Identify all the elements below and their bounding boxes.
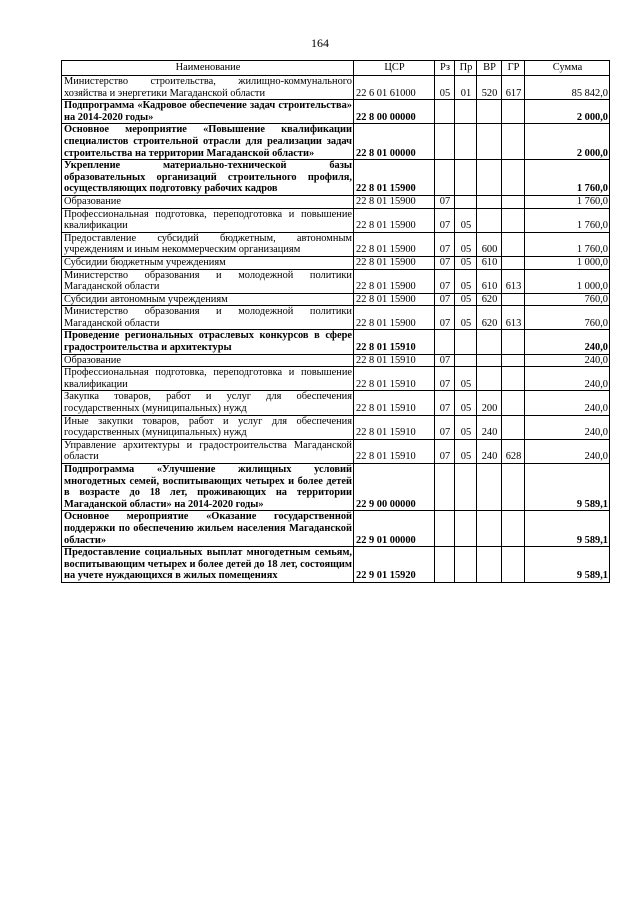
- row-rz: 07: [435, 354, 455, 367]
- table-row: [62, 124, 610, 160]
- row-vr: 200: [477, 391, 502, 415]
- row-pr: 05: [455, 367, 477, 391]
- row-name: Иные закупки товаров, работ и услуг для обеспечения государственных (муниципальных) нужд: [62, 415, 354, 439]
- row-gr: [502, 330, 525, 354]
- row-pr: [455, 124, 477, 160]
- row-csr: 22 8 01 15900: [354, 269, 435, 293]
- row-name: Образование: [62, 354, 354, 367]
- row-sum: 1 000,0: [525, 256, 610, 269]
- row-vr: [477, 330, 502, 354]
- row-vr: 240: [477, 415, 502, 439]
- row-sum: 1 000,0: [525, 269, 610, 293]
- row-rz: 07: [435, 208, 455, 232]
- budget-table: [61, 60, 610, 583]
- row-rz: [435, 330, 455, 354]
- row-csr: 22 8 01 15910: [354, 439, 435, 463]
- header-csr: ЦСР: [354, 61, 435, 76]
- row-rz: 07: [435, 391, 455, 415]
- row-sum: 240,0: [525, 391, 610, 415]
- row-gr: [502, 415, 525, 439]
- table-row: [62, 306, 610, 330]
- row-csr: 22 8 01 15900: [354, 293, 435, 306]
- row-name: Предоставление субсидий бюджетным, автономным учреждениям и иным некоммерческим организациям: [62, 232, 354, 256]
- row-csr: 22 9 01 00000: [354, 511, 435, 547]
- row-vr: [477, 511, 502, 547]
- header-vr: ВР: [477, 61, 502, 76]
- row-sum: 9 589,1: [525, 547, 610, 583]
- row-pr: [455, 511, 477, 547]
- table-row: [62, 76, 610, 100]
- row-name: Предоставление социальных выплат многодетным семьям, воспитывающим четырех и более детей до 18 лет, состоящим на учете нуждающихся в жилых помещениях: [62, 547, 354, 583]
- row-vr: [477, 464, 502, 511]
- row-vr: 620: [477, 306, 502, 330]
- row-gr: [502, 367, 525, 391]
- row-gr: [502, 100, 525, 124]
- row-sum: 9 589,1: [525, 464, 610, 511]
- row-rz: [435, 100, 455, 124]
- table-row: [62, 415, 610, 439]
- row-sum: 240,0: [525, 367, 610, 391]
- row-name: Укрепление материально-технической базы образовательных организаций строительного профиля, осуществляющих подготовку рабочих кадров: [62, 160, 354, 196]
- row-name: Закупка товаров, работ и услуг для обеспечения государственных (муниципальных) нужд: [62, 391, 354, 415]
- row-gr: [502, 547, 525, 583]
- row-gr: [502, 293, 525, 306]
- row-csr: 22 8 01 15910: [354, 391, 435, 415]
- page-number: 164: [311, 36, 329, 50]
- row-rz: 07: [435, 269, 455, 293]
- row-csr: 22 8 01 00000: [354, 124, 435, 160]
- row-pr: [455, 354, 477, 367]
- row-name: Управление архитектуры и градостроительства Магаданской области: [62, 439, 354, 463]
- row-vr: [477, 195, 502, 208]
- row-csr: 22 8 00 00000: [354, 100, 435, 124]
- row-pr: [455, 464, 477, 511]
- row-csr: 22 9 01 15920: [354, 547, 435, 583]
- table-row: [62, 439, 610, 463]
- row-gr: [502, 208, 525, 232]
- row-pr: [455, 547, 477, 583]
- table-row: [62, 511, 610, 547]
- row-vr: [477, 100, 502, 124]
- row-gr: [502, 256, 525, 269]
- header-rz: Рз: [435, 61, 455, 76]
- row-sum: 9 589,1: [525, 511, 610, 547]
- table-row: [62, 547, 610, 583]
- row-name: Субсидии бюджетным учреждениям: [62, 256, 354, 269]
- row-gr: [502, 391, 525, 415]
- header-sum: Сумма: [525, 61, 610, 76]
- row-csr: 22 8 01 15900: [354, 256, 435, 269]
- row-pr: [455, 195, 477, 208]
- row-sum: 1 760,0: [525, 232, 610, 256]
- row-csr: 22 8 01 15900: [354, 306, 435, 330]
- row-sum: 760,0: [525, 293, 610, 306]
- row-pr: 05: [455, 208, 477, 232]
- row-rz: 07: [435, 293, 455, 306]
- row-name: Образование: [62, 195, 354, 208]
- table-row: [62, 354, 610, 367]
- row-rz: [435, 160, 455, 196]
- row-rz: [435, 547, 455, 583]
- row-vr: 610: [477, 269, 502, 293]
- row-name: Министерство строительства, жилищно-коммунального хозяйства и энергетики Магаданской области: [62, 76, 354, 100]
- row-vr: [477, 354, 502, 367]
- row-csr: 22 6 01 61000: [354, 76, 435, 100]
- row-name: Подпрограмма «Улучшение жилищных условий многодетных семей, воспитывающих четырех и более детей в возрасте до 18 лет, проживающих на территории Магаданской области» на 2014-2020 годы»: [62, 464, 354, 511]
- row-csr: 22 8 01 15900: [354, 208, 435, 232]
- row-name: Субсидии автономным учреждениям: [62, 293, 354, 306]
- row-vr: [477, 124, 502, 160]
- row-rz: 07: [435, 306, 455, 330]
- row-vr: [477, 208, 502, 232]
- row-gr: 613: [502, 306, 525, 330]
- row-gr: [502, 354, 525, 367]
- row-gr: [502, 195, 525, 208]
- row-rz: [435, 124, 455, 160]
- row-rz: 07: [435, 195, 455, 208]
- row-sum: 85 842,0: [525, 76, 610, 100]
- table-row: [62, 100, 610, 124]
- row-sum: 1 760,0: [525, 208, 610, 232]
- table-row: [62, 293, 610, 306]
- row-name: Основное мероприятие «Повышение квалификации специалистов строительной отрасли для реализации задач строительства на территории Магаданской области»: [62, 124, 354, 160]
- row-csr: 22 9 00 00000: [354, 464, 435, 511]
- row-sum: 2 000,0: [525, 100, 610, 124]
- row-sum: 240,0: [525, 415, 610, 439]
- row-vr: 620: [477, 293, 502, 306]
- header-gr: ГР: [502, 61, 525, 76]
- table-row: [62, 391, 610, 415]
- row-vr: [477, 547, 502, 583]
- row-rz: 07: [435, 415, 455, 439]
- row-name: Министерство образования и молодежной политики Магаданской области: [62, 269, 354, 293]
- row-rz: 05: [435, 76, 455, 100]
- row-rz: [435, 464, 455, 511]
- row-name: Подпрограмма «Кадровое обеспечение задач строительства» на 2014-2020 годы»: [62, 100, 354, 124]
- row-vr: 610: [477, 256, 502, 269]
- table-row: [62, 160, 610, 196]
- row-rz: 07: [435, 439, 455, 463]
- header-pr: Пр: [455, 61, 477, 76]
- row-name: Профессиональная подготовка, переподготовка и повышение квалификации: [62, 367, 354, 391]
- row-name: Министерство образования и молодежной политики Магаданской области: [62, 306, 354, 330]
- table-body: [62, 76, 610, 583]
- table-row: [62, 330, 610, 354]
- row-csr: 22 8 01 15910: [354, 367, 435, 391]
- row-sum: 240,0: [525, 330, 610, 354]
- row-sum: 760,0: [525, 306, 610, 330]
- table-row: [62, 269, 610, 293]
- row-pr: [455, 100, 477, 124]
- row-pr: [455, 330, 477, 354]
- row-sum: 1 760,0: [525, 160, 610, 196]
- row-vr: 240: [477, 439, 502, 463]
- row-pr: 05: [455, 269, 477, 293]
- row-sum: 2 000,0: [525, 124, 610, 160]
- row-name: Проведение региональных отраслевых конкурсов в сфере градостроительства и архитектуры: [62, 330, 354, 354]
- row-csr: 22 8 01 15900: [354, 160, 435, 196]
- header-name: Наименование: [62, 61, 354, 76]
- row-sum: 1 760,0: [525, 195, 610, 208]
- row-gr: 628: [502, 439, 525, 463]
- row-rz: 07: [435, 256, 455, 269]
- row-rz: [435, 511, 455, 547]
- table-header-row: [62, 61, 610, 76]
- row-vr: [477, 367, 502, 391]
- row-csr: 22 8 01 15900: [354, 232, 435, 256]
- row-csr: 22 8 01 15910: [354, 415, 435, 439]
- row-csr: 22 8 01 15900: [354, 195, 435, 208]
- row-vr: 520: [477, 76, 502, 100]
- table-row: [62, 208, 610, 232]
- row-pr: 05: [455, 391, 477, 415]
- row-rz: 07: [435, 232, 455, 256]
- row-vr: [477, 160, 502, 196]
- table-row: [62, 232, 610, 256]
- table-row: [62, 464, 610, 511]
- row-gr: [502, 511, 525, 547]
- row-gr: 617: [502, 76, 525, 100]
- row-gr: [502, 464, 525, 511]
- row-name: Основное мероприятие «Оказание государственной поддержки по обеспечению жильем населения Магаданской области»: [62, 511, 354, 547]
- table-row: [62, 195, 610, 208]
- row-pr: 01: [455, 76, 477, 100]
- row-vr: 600: [477, 232, 502, 256]
- row-sum: 240,0: [525, 354, 610, 367]
- row-name: Профессиональная подготовка, переподготовка и повышение квалификации: [62, 208, 354, 232]
- row-csr: 22 8 01 15910: [354, 354, 435, 367]
- row-pr: 05: [455, 439, 477, 463]
- row-gr: [502, 124, 525, 160]
- table-row: [62, 367, 610, 391]
- row-pr: 05: [455, 232, 477, 256]
- row-pr: 05: [455, 256, 477, 269]
- row-rz: 07: [435, 367, 455, 391]
- row-pr: 05: [455, 415, 477, 439]
- row-gr: [502, 232, 525, 256]
- row-gr: 613: [502, 269, 525, 293]
- table-row: [62, 256, 610, 269]
- row-gr: [502, 160, 525, 196]
- row-pr: 05: [455, 306, 477, 330]
- row-pr: 05: [455, 293, 477, 306]
- row-csr: 22 8 01 15910: [354, 330, 435, 354]
- row-sum: 240,0: [525, 439, 610, 463]
- row-pr: [455, 160, 477, 196]
